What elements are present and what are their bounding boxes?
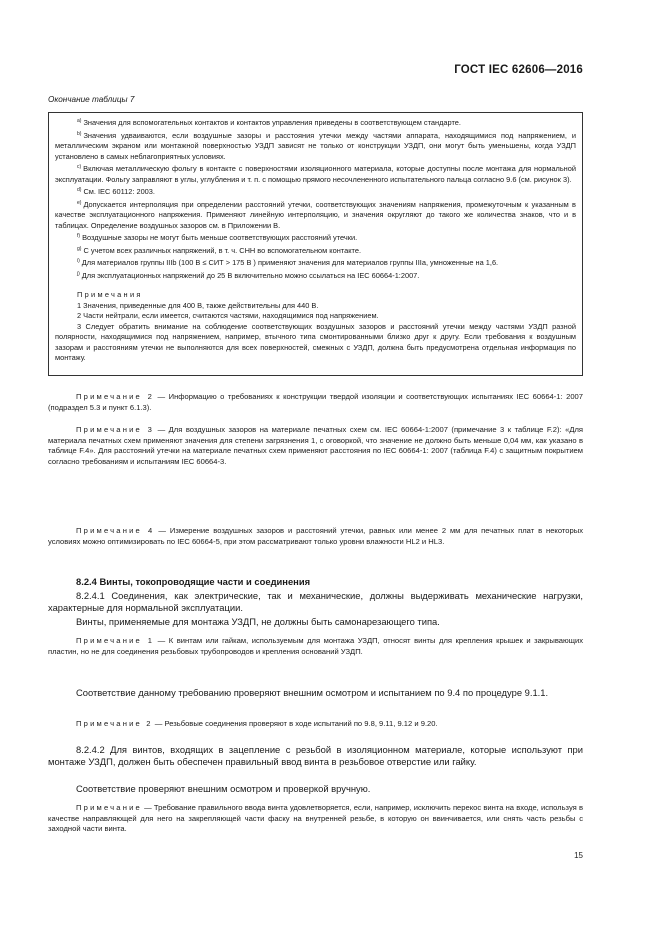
note-4 xyxy=(48,526,583,547)
footnote-f xyxy=(55,231,576,244)
footnote-text: Включая металлическую фольгу в контакте с поверхностями изоляционного материала, которые доступны после монтажа для нормальной эксплуатации. Фольгу заправляют в углы, углубления и т. п. с помощью прямого несочлененного испытательного пальца согласно 9.6 (см. рисунок 3). xyxy=(55,164,576,184)
footnote-mark: i) xyxy=(77,258,80,264)
table-footnotes-box xyxy=(48,112,583,376)
note-text: — Для воздушных зазоров на материале печатных схем см. IEC 60664-1:2007 (примечание 3 к таблице F.2): «Для материала печатных схем применяют значения для степени загрязнения 1, с оговоркой, что значение не должно быть меньше 0,04 мм, как указано в таблице F.4». Для расстояний утечки на материале печатных схем применяют расстояния по IEC 60664-1: 2007 (таблица F.4) с защитным покрытием согласно требованиям и испытаниям IEC 60664-3. xyxy=(48,425,584,466)
footnote-mark: a) xyxy=(77,118,82,124)
note-lead: Примечание 2 xyxy=(76,719,153,728)
paragraph-screws: Винты, применяемые для монтажа УЗДП, не должны быть самонарезающего типа. xyxy=(76,616,440,627)
note-2 xyxy=(48,392,583,413)
footnote-text: Для материалов группы IIIb (100 В ≤ СИТ > 175 В ) применяют значения для материалов группы IIIa, умноженные на 1,6. xyxy=(81,258,499,267)
footnote-text: Допускается интерполяция при определении расстояний утечки, соответствующих значениям напряжения, промежуточным к указанным в качестве эксплуатационного напряжения. Применяют линейную интерполяцию, и значения округляют до такого же количества знаков, что и в таблицах. Определение воздушных зазоров см. в Приложении В. xyxy=(55,199,576,230)
note-text: — К винтам или гайкам, используемым для монтажа УЗДП, относят винты для крепления крышек и закрывающих пластин, но не для соединения резьбовых трубопроводов и крепления оснований УЗДП. xyxy=(48,636,583,656)
note-text: — Информацию о требованиях к конструкции твердой изоляции и соответствующих испытаниях IEC 60664-1: 2007 (подраздел 5.3 и пункт 6.1.3). xyxy=(48,392,584,412)
paragraph-compliance-1: Соответствие данному требованию проверяют внешним осмотром и испытанием по 9.4 по процедуре 9.1.1. xyxy=(76,687,549,698)
note-lead: Примечание 3 xyxy=(76,425,155,434)
page-number: 15 xyxy=(574,851,583,860)
note-lead: Примечание 4 xyxy=(76,526,155,535)
footnote-mark: j) xyxy=(77,270,80,277)
footnote-text: Для эксплуатационных напряжений до 25 В включительно можно ссылаться на IEC 60664-1:2007. xyxy=(81,270,420,280)
paragraph-8-2-4-1: 8.2.4.1 Соединения, как электрические, так и механические, должны выдерживать механические нагрузки, характерные для нормальной эксплуатации. xyxy=(48,590,583,614)
footnote-c xyxy=(55,162,576,185)
note-text: — Требование правильного ввода винта удовлетворяется, если, например, исключить перекос винта на входе, используя в качестве направляющей для него на закрепляющей части фаску на внутренней резьбе, в которую он ввинчивается, или снять часть резьбы с заходной части винта. xyxy=(48,803,583,834)
box-note-3: 3 Следует обратить внимание на соблюдение соответствующих воздушных зазоров и расстояний утечки между частями УЗДП разной полярности, находящимися под напряжением, например, втычного типа смонтированными близко друг к другу. Если требования к воздушным зазорам и расстояниям утечки не выполняются для всех поверхностей, смежных с УЗДП, должна быть предусмотрена отдельная информация по монтажу. xyxy=(55,321,576,362)
section-note-3 xyxy=(48,803,583,835)
footnote-b xyxy=(55,129,576,163)
footnote-i xyxy=(55,256,576,269)
note-text: — Измерение воздушных зазоров и расстояний утечки, равных или менее 2 мм для печатных плат в некоторых условиях можно оптимизировать по IEC 60664-5, при этом рассматривают только уровни влажности HL2 и HL3. xyxy=(48,526,583,546)
note-3 xyxy=(48,425,583,467)
document-header: ГОСТ IEC 62606—2016 xyxy=(454,64,583,76)
footnote-e xyxy=(55,198,576,232)
section-note-1 xyxy=(48,636,583,657)
paragraph-8-2-4-2: 8.2.4.2 Для винтов, входящих в зацепление с резьбой в изоляционном материале, которые используют при монтаже УЗДП, должен быть обеспечен правильный ввод винта в резьбовое отверстие или гайку. xyxy=(48,744,583,768)
note-text: — Резьбовые соединения проверяют в ходе испытаний по 9.8, 9.11, 9.12 и 9.20. xyxy=(152,719,438,728)
footnote-text: Значения удваиваются, если воздушные зазоры и расстояния утечки между частями аппарата, находящимися под напряжением, и металлическим экраном или монтажной поверхностью УЗДП зависят не только от конструкции УЗДП, они могут быть уменьшены, когда УЗДП установлено в самых неблагоприятных условиях. xyxy=(55,130,576,161)
box-note-1: 1 Значения, приведенные для 400 В, также действительны для 440 В. xyxy=(77,300,319,310)
section-note-2 xyxy=(48,719,583,730)
note-lead: Примечание 1 xyxy=(76,636,155,645)
box-note-2: 2 Части нейтрали, если имеется, считаются частями, находящимися под напряжением. xyxy=(77,311,379,320)
paragraph-compliance-2: Соответствие проверяют внешним осмотром и проверкой вручную. xyxy=(76,783,371,794)
footnote-mark: b) xyxy=(77,130,82,137)
footnote-a xyxy=(55,116,576,129)
footnote-g xyxy=(55,244,576,257)
footnote-mark: g) xyxy=(77,245,82,252)
footnote-j xyxy=(55,269,576,282)
section-title: 8.2.4 Винты, токопроводящие части и соединения xyxy=(76,576,311,587)
footnote-mark: e) xyxy=(77,199,82,206)
footnote-text: Значения для вспомогательных контактов и контактов управления приведены в соответствующем стандарте. xyxy=(83,118,461,127)
table-caption: Окончание таблицы 7 xyxy=(48,95,135,104)
box-notes-title: Примечания xyxy=(77,290,143,299)
footnote-mark: c) xyxy=(77,164,82,170)
footnote-mark: d) xyxy=(77,187,82,193)
footnote-text: Воздушные зазоры не могут быть меньше соответствующих расстояний утечки. xyxy=(82,233,358,242)
footnote-text: С учетом всех различных напряжений, в т. ч. СНН во вспомогательном контакте. xyxy=(83,245,361,255)
note-lead: Примечание 2 xyxy=(76,392,155,401)
note-lead: Примечание xyxy=(76,803,142,812)
footnote-text: См. IEC 60112: 2003. xyxy=(83,187,155,196)
footnote-mark: f) xyxy=(77,233,81,239)
footnote-d xyxy=(55,185,576,198)
